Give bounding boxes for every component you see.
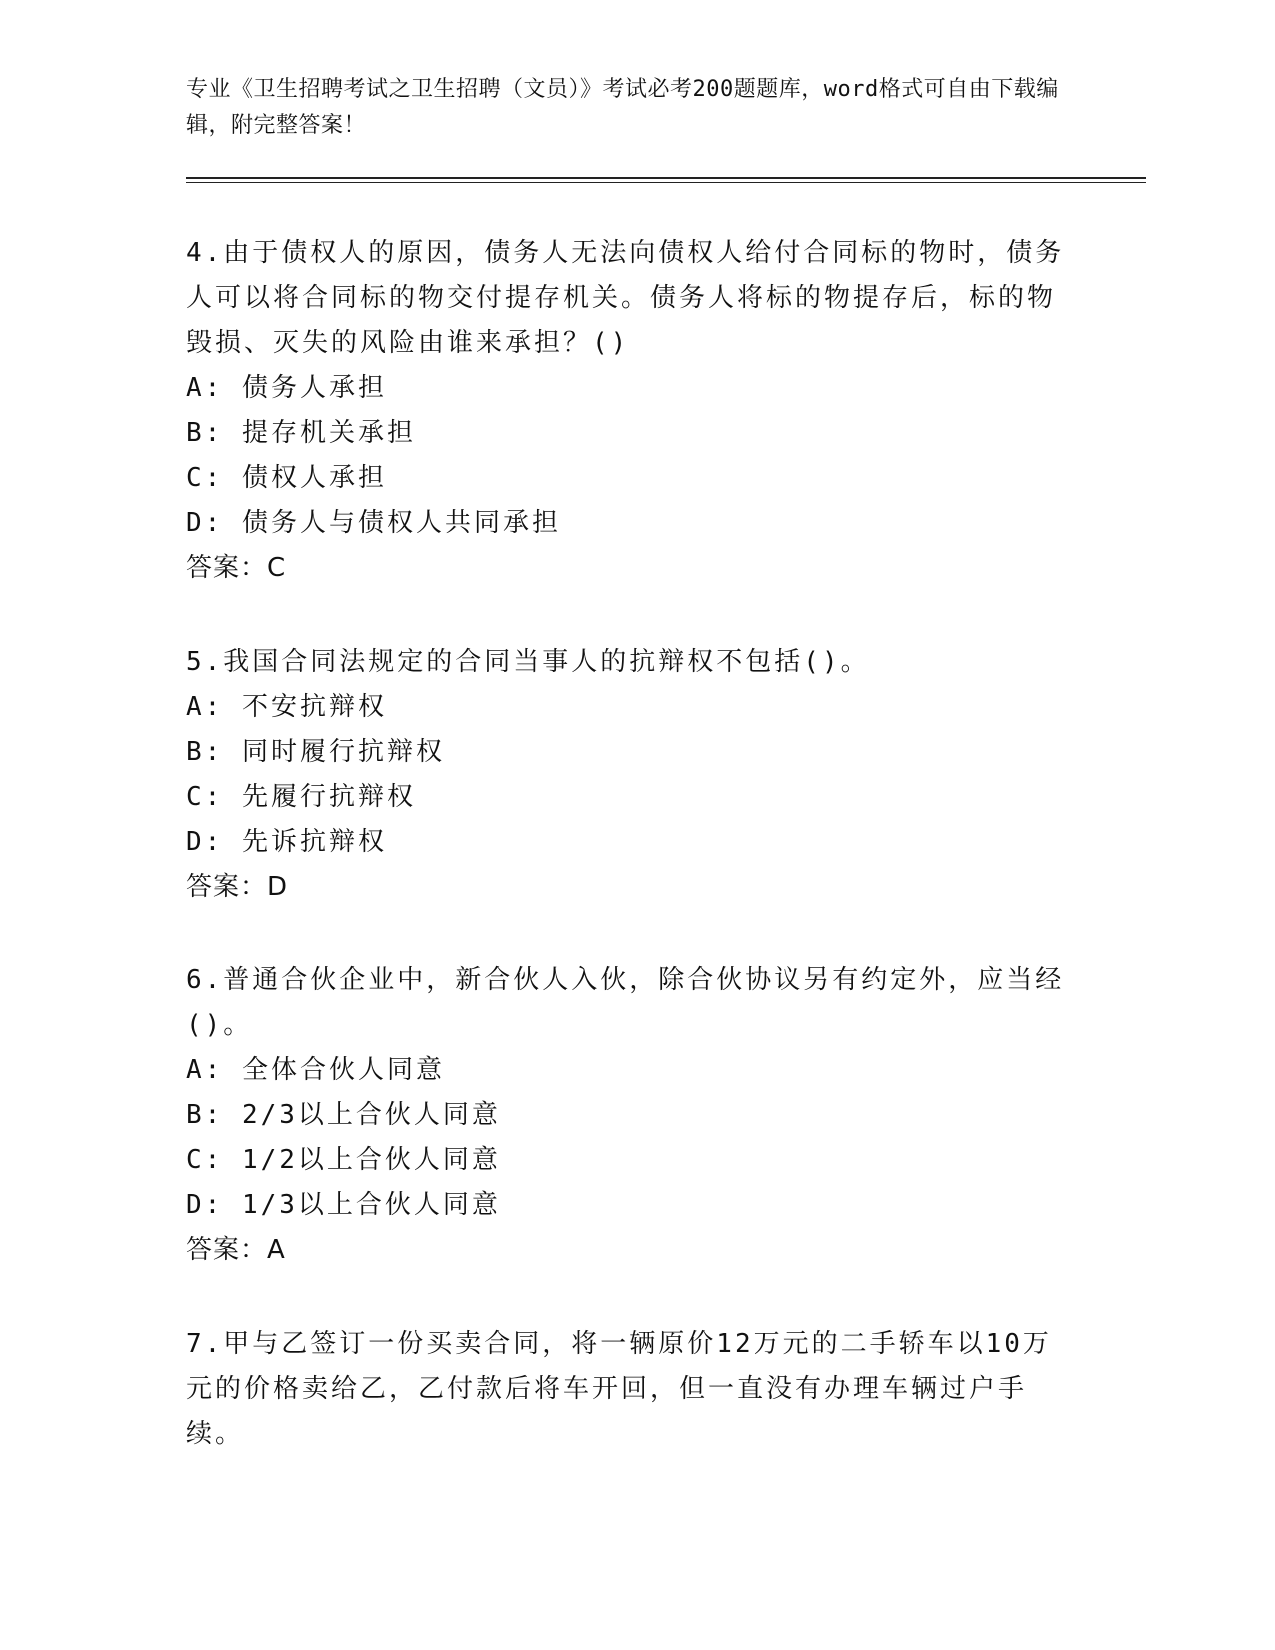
question-6 — [186, 958, 1066, 1273]
option-b: B: 同时履行抗辩权 — [186, 737, 445, 767]
option-a: A: 债务人承担 — [186, 373, 387, 403]
option-b: B: 2/3以上合伙人同意 — [186, 1100, 501, 1130]
document-header: 专业《卫生招聘考试之卫生招聘（文员）》考试必考200题题库，word格式可自由下载编辑，附完整答案！ — [186, 77, 1059, 138]
answer-label: 答案：C — [186, 553, 287, 583]
answer-label: 答案：A — [186, 1235, 286, 1265]
question-7 — [186, 1322, 1066, 1457]
question-4 — [186, 231, 1066, 591]
option-c: C: 先履行抗辩权 — [186, 782, 416, 812]
question-text: 6.普通合伙企业中，新合伙人入伙，除合伙协议另有约定外，应当经()。 — [186, 965, 1065, 1040]
option-a: A: 全体合伙人同意 — [186, 1055, 445, 1085]
option-a: A: 不安抗辩权 — [186, 692, 387, 722]
option-d: D: 1/3以上合伙人同意 — [186, 1190, 501, 1220]
question-5 — [186, 640, 1066, 910]
option-c: C: 1/2以上合伙人同意 — [186, 1145, 501, 1175]
question-text: 7.甲与乙签订一份买卖合同，将一辆原价12万元的二手轿车以10万元的价格卖给乙，乙付款后将车开回，但一直没有办理车辆过户手续。 — [186, 1329, 1052, 1449]
option-b: B: 提存机关承担 — [186, 418, 416, 448]
question-text: 4.由于债权人的原因，债务人无法向债权人给付合同标的物时，债务人可以将合同标的物交付提存机关。债务人将标的物提存后，标的物毁损、灭失的风险由谁来承担？() — [186, 238, 1065, 358]
option-c: C: 债权人承担 — [186, 463, 387, 493]
answer-label: 答案：D — [186, 872, 289, 902]
question-text: 5.我国合同法规定的合同当事人的抗辩权不包括()。 — [186, 647, 870, 677]
option-d: D: 债务人与债权人共同承担 — [186, 508, 561, 538]
option-d: D: 先诉抗辩权 — [186, 827, 387, 857]
header-divider — [186, 177, 1146, 179]
header-divider-secondary — [186, 182, 1146, 183]
